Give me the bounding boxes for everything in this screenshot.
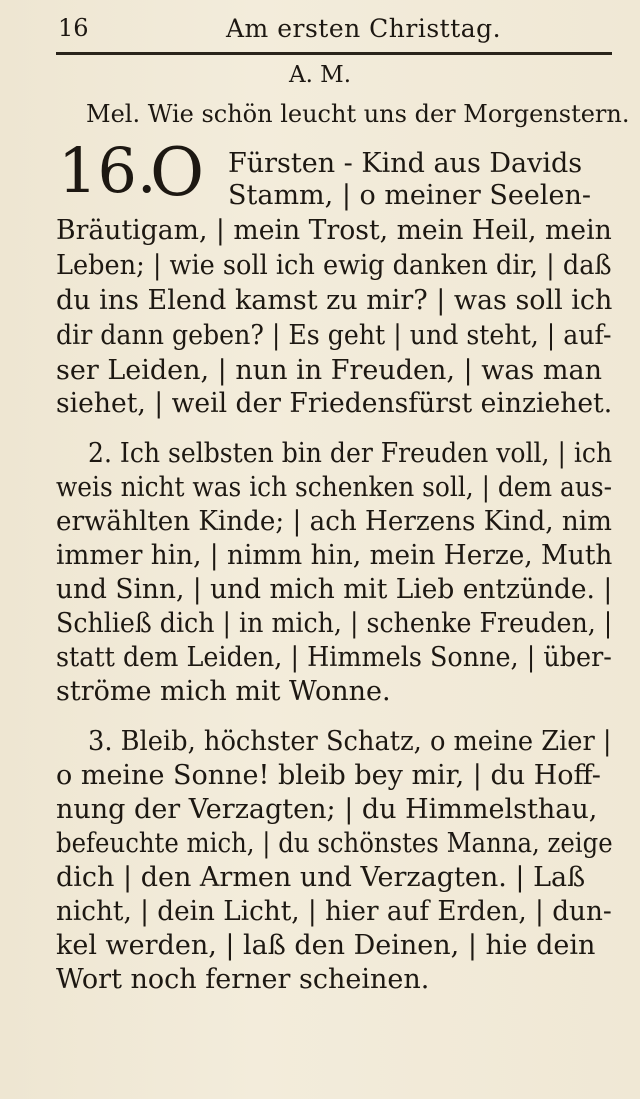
hymn-author: A. M. — [288, 62, 352, 88]
verse-line: ströme mich mit Wonne. — [56, 676, 391, 707]
header-rule — [56, 52, 612, 55]
verse-line: 3. Bleib, höchster Schatz, o meine Zier | — [88, 726, 612, 757]
running-head — [58, 14, 610, 48]
verse-line: kel werden, | laß den Deinen, | hie dein — [56, 930, 596, 961]
verse-line: Bräutigam, | mein Trost, mein Heil, mein — [56, 215, 612, 246]
verse-line: erwählten Kinde; | ach Herzens Kind, nim — [56, 506, 612, 537]
verse-line: o meine Sonne! bleib bey mir, | du Hoff- — [56, 760, 601, 791]
verse-line: nung der Verzagten; | du Himmelsthau, — [56, 794, 598, 825]
verse-line: Fürsten - Kind aus Davids — [228, 148, 583, 179]
page-number: 16 — [58, 14, 89, 42]
verse-line: dir dann geben? | Es geht | und steht, | auf- — [56, 320, 612, 351]
verse-line: du ins Elend kamst zu mir? | was soll ich — [56, 285, 613, 316]
verse-line: nicht, | dein Licht, | hier auf Erden, | dun- — [56, 896, 612, 927]
melody-line: Mel. Wie schön leucht uns der Morgenstern. — [86, 100, 630, 128]
hymn-number: 16. — [58, 134, 157, 207]
verse-line: immer hin, | nimm hin, mein Herze, Muth — [56, 540, 613, 571]
verse-line: siehet, | weil der Friedensfürst einziehet. — [56, 388, 613, 419]
verse-line: Wort noch ferner scheinen. — [56, 964, 430, 995]
verse-line: Stamm, | o meiner Seelen- — [228, 180, 591, 211]
verse-line: befeuchte mich, | du schönstes Manna, zeige — [56, 828, 613, 859]
verse-line: dich | den Armen und Verzagten. | Laß — [56, 862, 586, 893]
drop-cap: O — [150, 134, 205, 211]
verse-line: 2. Ich selbsten bin der Freuden voll, | ich — [88, 438, 613, 469]
running-title: Am ersten Christtag. — [226, 14, 502, 43]
verse-line: und Sinn, | und mich mit Lieb entzünde. | — [56, 574, 613, 605]
verse-line: statt dem Leiden, | Himmels Sonne, | über- — [56, 642, 612, 673]
verse-line: weis nicht was ich schenken soll, | dem aus- — [56, 472, 613, 503]
verse-line: Schließ dich | in mich, | schenke Freuden, | — [56, 608, 613, 639]
verse-line: Leben; | wie soll ich ewig danken dir, | daß — [56, 250, 612, 281]
verse-line: ser Leiden, | nun in Freuden, | was man — [56, 355, 602, 386]
